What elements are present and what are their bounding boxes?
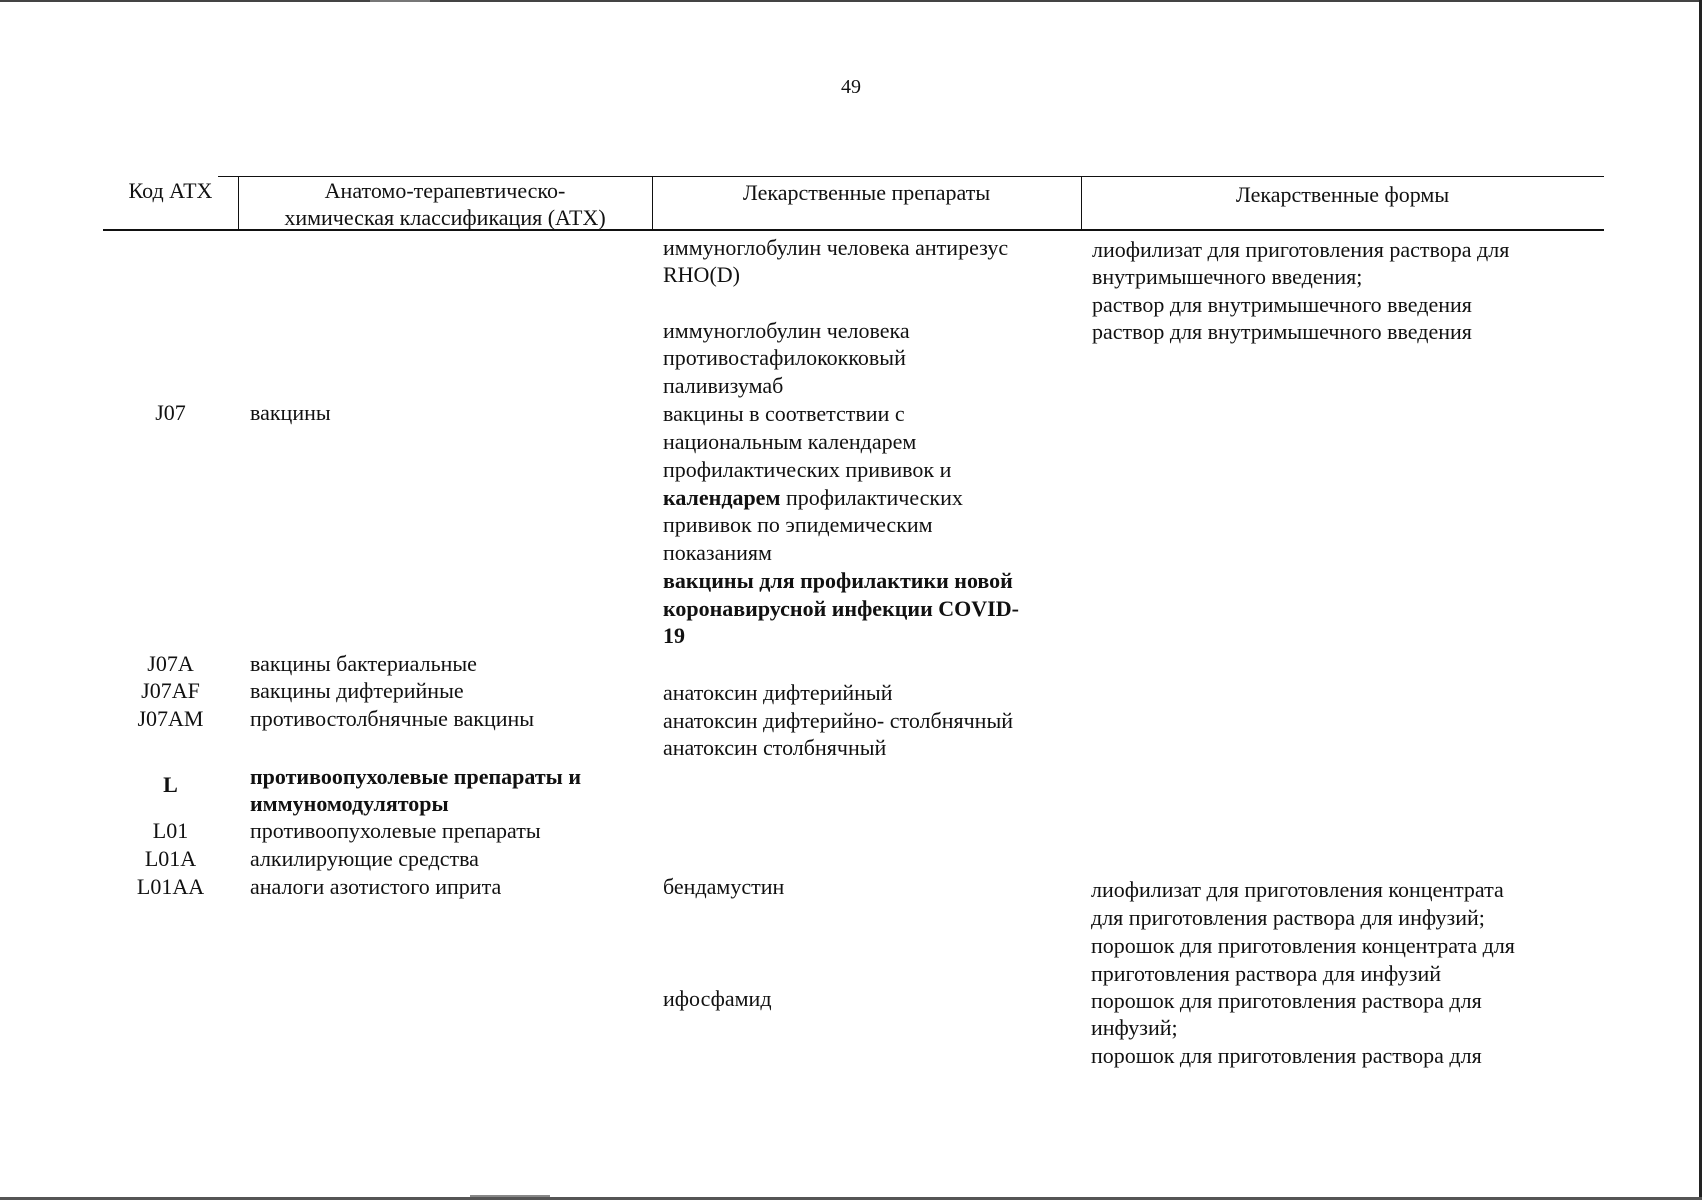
atc-code: J07A	[147, 651, 194, 676]
atc-code: L01AA	[136, 874, 205, 899]
form-line: инфузий;	[1091, 1015, 1178, 1040]
atc-classification: вакцины дифтерийные	[250, 678, 464, 703]
drug-line-bold: 19	[663, 623, 685, 648]
header-classification-line-2: химическая классификация (АТХ)	[284, 205, 606, 230]
atc-code: J07	[155, 400, 186, 425]
atc-classification: алкилирующие средства	[250, 846, 479, 871]
atc-classification-bold: иммуномодуляторы	[250, 791, 449, 816]
form-line: лиофилизат для приготовления концентрата	[1091, 877, 1504, 902]
form-line: порошок для приготовления концентрата для	[1091, 933, 1515, 958]
drug-line-mixed	[663, 484, 963, 512]
drug-line: вакцины в соответствии с	[663, 401, 905, 426]
atc-classification: вакцины бактериальные	[250, 651, 477, 676]
scan-edge-top	[0, 0, 1702, 2]
atc-classification: противостолбнячные вакцины	[250, 706, 535, 731]
header-code: Код АТХ	[128, 178, 213, 203]
page-number: 49	[841, 76, 861, 98]
drug-line-bold: коронавирусной инфекции COVID-	[663, 596, 1019, 621]
drug-line: ифосфамид	[663, 986, 772, 1011]
form-line: внутримышечного введения;	[1092, 264, 1363, 289]
drug-line: RHO(D)	[663, 262, 740, 287]
form-line: порошок для приготовления раствора для	[1091, 988, 1482, 1013]
drug-line: иммуноглобулин человека	[663, 318, 910, 343]
atc-classification: аналоги азотистого иприта	[250, 874, 502, 899]
atc-classification: противоопухолевые препараты	[250, 818, 541, 843]
form-line: раствор для внутримышечного введения	[1092, 292, 1472, 317]
form-line: приготовления раствора для инфузий	[1091, 961, 1441, 986]
scan-edge-top-mark	[370, 0, 430, 2]
atc-code: L01	[152, 818, 189, 843]
drug-line: паливизумаб	[663, 373, 784, 398]
drug-line-bold: вакцины для профилактики новой	[663, 568, 1013, 593]
drug-line: прививок по эпидемическим	[663, 512, 933, 537]
atc-code: J07AF	[141, 678, 200, 703]
drug-line: профилактических прививок и	[663, 457, 952, 482]
header-forms: Лекарственные формы	[1235, 182, 1450, 207]
drug-line: противостафилококковый	[663, 345, 906, 370]
atc-code: L01A	[144, 846, 197, 871]
atc-classification-bold: противоопухолевые препараты и	[250, 764, 581, 789]
form-line: для приготовления раствора для инфузий;	[1091, 905, 1485, 930]
header-classification-line-1: Анатомо-терапевтическо-	[324, 178, 566, 203]
drug-line: иммуноглобулин человека антирезус	[663, 235, 1009, 260]
drug-line: показаниям	[663, 540, 772, 565]
form-line: раствор для внутримышечного введения	[1092, 319, 1472, 344]
atc-code: J07AM	[137, 706, 204, 731]
scan-edge-bottom-mark	[470, 1195, 550, 1197]
form-line: лиофилизат для приготовления раствора для	[1092, 237, 1510, 262]
drug-rest: профилактических	[780, 485, 963, 510]
header-drugs: Лекарственные препараты	[742, 180, 991, 205]
atc-code: L	[163, 772, 178, 797]
atc-classification: вакцины	[250, 400, 331, 425]
drug-line: национальным календарем	[663, 429, 917, 454]
drug-line: бендамустин	[663, 874, 785, 899]
form-line: порошок для приготовления раствора для	[1091, 1043, 1482, 1068]
drug-line: анатоксин дифтерийный	[663, 680, 893, 705]
drug-line: анатоксин дифтерийно- столбнячный	[663, 708, 1014, 733]
drug-line: анатоксин столбнячный	[663, 735, 887, 760]
drug-bold-word: календарем	[663, 485, 781, 510]
